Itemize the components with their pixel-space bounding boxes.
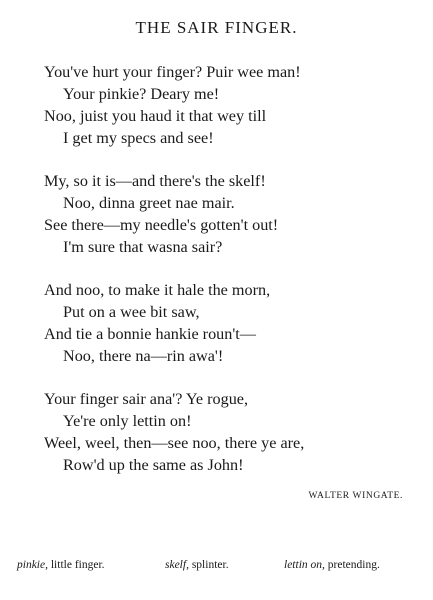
poem-line: Noo, there na—rin awa'! bbox=[63, 347, 224, 365]
glossary-definition: pretending. bbox=[324, 559, 380, 571]
poem-line: Noo, juist you haud it that wey till bbox=[44, 107, 267, 125]
poem-line: See there—my needle's gotten't out! bbox=[44, 216, 279, 234]
poem-line: I'm sure that wasna sair? bbox=[63, 238, 223, 256]
poem-line: Row'd up the same as John! bbox=[63, 456, 244, 474]
poem-line: Your finger sair ana'? Ye rogue, bbox=[44, 390, 249, 408]
poem-line: Your pinkie? Deary me! bbox=[63, 85, 220, 103]
poem-line: I get my specs and see! bbox=[63, 129, 214, 147]
glossary-entry bbox=[17, 559, 105, 571]
stanza bbox=[44, 388, 424, 476]
stanza bbox=[44, 279, 424, 367]
glossary-term: lettin on, bbox=[284, 559, 325, 571]
poem-line: Ye're only lettin on! bbox=[63, 412, 192, 430]
stanza bbox=[44, 61, 424, 149]
glossary-entry bbox=[284, 559, 380, 571]
glossary-definition: little finger. bbox=[47, 559, 105, 571]
poem-body bbox=[44, 61, 424, 497]
glossary-term: pinkie, bbox=[17, 559, 48, 571]
poem-line: My, so it is—and there's the skelf! bbox=[44, 172, 266, 190]
poem-line: And tie a bonnie hankie roun't— bbox=[44, 325, 256, 343]
poem-line: You've hurt your finger? Puir wee man! bbox=[44, 63, 301, 81]
glossary-entry bbox=[165, 559, 229, 571]
poem-line: Noo, dinna greet nae mair. bbox=[63, 194, 235, 212]
poem-title: THE SAIR FINGER. bbox=[135, 18, 298, 37]
glossary-definition: splinter. bbox=[188, 559, 229, 571]
poem-author: WALTER WINGATE. bbox=[308, 491, 403, 501]
stanza bbox=[44, 170, 424, 258]
glossary-term: skelf, bbox=[165, 559, 189, 571]
poem-line: Weel, weel, then—see noo, there ye are, bbox=[44, 434, 305, 452]
poem-line: And noo, to make it hale the morn, bbox=[44, 281, 271, 299]
poem-line: Put on a wee bit saw, bbox=[63, 303, 200, 321]
